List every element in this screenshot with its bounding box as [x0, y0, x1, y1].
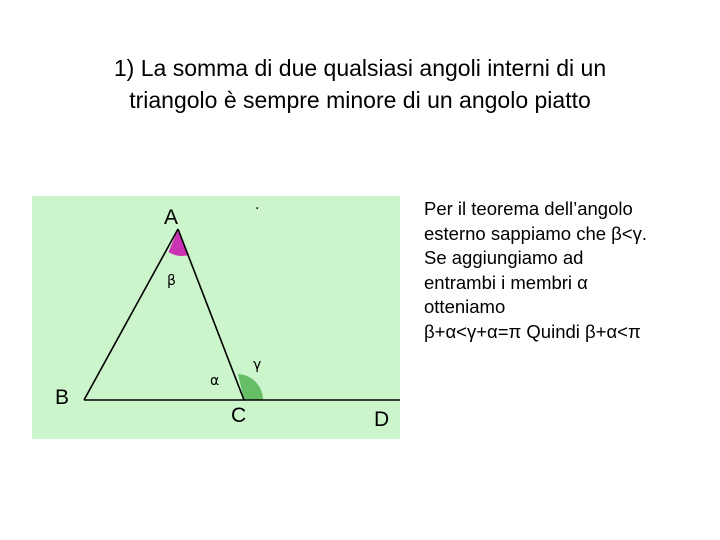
alpha-label: α: [210, 373, 220, 389]
title-line-2: triangolo è sempre minore di un angolo piatto: [129, 87, 591, 113]
title-line-1: 1) La somma di due qualsiasi angoli interni di un: [113, 55, 607, 81]
slide-title: [40, 52, 680, 116]
explanation-line-5: otteniamo: [424, 296, 506, 317]
vertex-A-label: A: [164, 206, 179, 229]
explanation-line-2: esterno sappiamo che β<γ.: [424, 222, 648, 244]
triangle-figure: [32, 196, 400, 439]
explanation-line-6: β+α<γ+α=π Quindi β+α<π: [424, 320, 641, 342]
explanation-line-1: Per il teorema dell’angolo: [424, 198, 633, 219]
explanation-line-3: Se aggiungiamo ad: [424, 247, 584, 268]
vertex-B-label: B: [55, 386, 70, 409]
figure-background: [32, 196, 400, 439]
triangle-diagram: [32, 196, 400, 439]
explanation-line-4: entrambi i membri α: [424, 271, 588, 293]
point-D-label: D: [374, 408, 390, 431]
explanation-text: [424, 197, 714, 344]
vertex-C-label: C: [231, 404, 247, 427]
beta-label: β: [167, 273, 176, 289]
dot-mark: ·: [255, 201, 260, 217]
gamma-label: γ: [253, 357, 262, 373]
